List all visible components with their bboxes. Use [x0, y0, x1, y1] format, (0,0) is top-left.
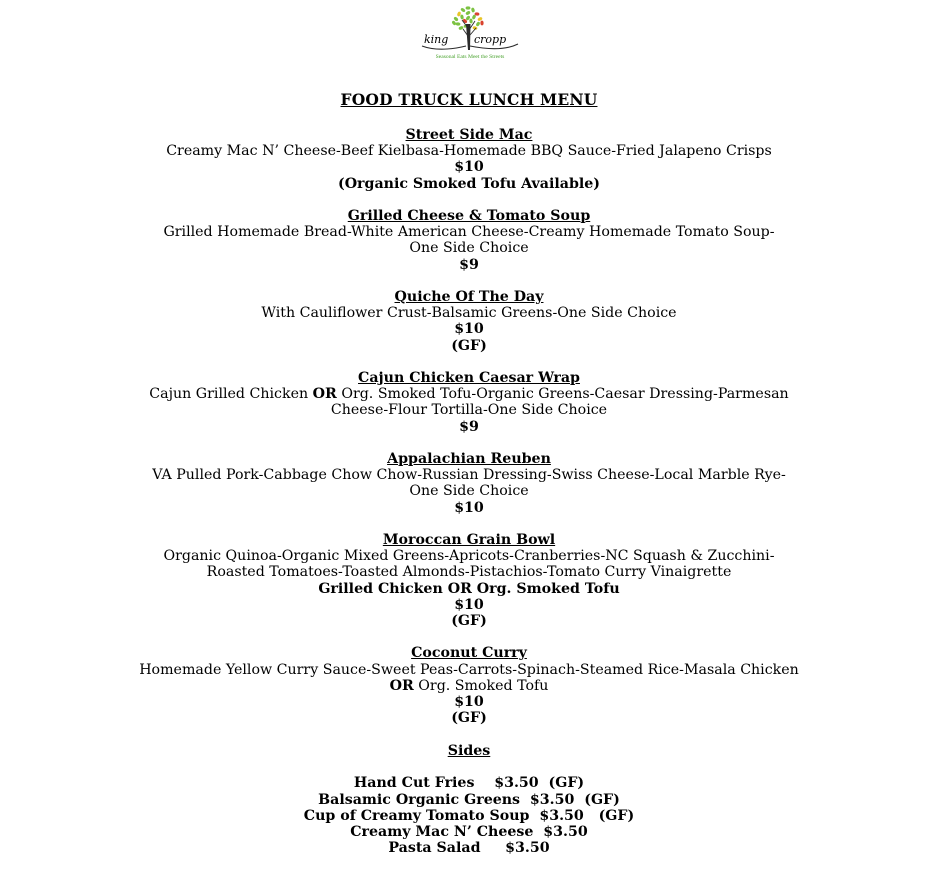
item-name: Grilled Cheese & Tomato Soup — [347, 208, 591, 224]
sides-section — [0, 743, 938, 856]
item-description-part: Org. Smoked Tofu — [418, 677, 549, 694]
item-description-part: Cajun Grilled Chicken — [149, 386, 309, 403]
item-name: Appalachian Reuben — [387, 451, 551, 467]
menu-item — [0, 127, 938, 192]
leaf-icon — [460, 14, 464, 19]
item-description: Creamy Mac N’ Cheese-Beef Kielbasa-Homemade BBQ Sauce-Fried Jalapeno Crisps — [166, 143, 772, 160]
item-note: (GF) — [451, 710, 487, 727]
item-name: Moroccan Grain Bowl — [382, 532, 556, 548]
menu-item — [0, 532, 938, 629]
leaf-icon — [475, 21, 480, 27]
sides-heading: Sides — [447, 743, 491, 759]
side-item: Cup of Creamy Tomato Soup $3.50 (GF) — [303, 807, 635, 824]
item-name: Street Side Mac — [405, 127, 533, 143]
item-name: Cajun Chicken Caesar Wrap — [358, 370, 580, 386]
leaf-icon — [451, 20, 456, 26]
item-description-part: Homemade Yellow Curry Sauce-Sweet Peas-Carrots-Spinach-Steamed Rice-Masala Chicken — [139, 661, 799, 678]
item-description — [149, 386, 789, 418]
leaf-icon — [466, 6, 471, 9]
side-item: Balsamic Organic Greens $3.50 (GF) — [318, 791, 620, 808]
leaf-icon — [453, 16, 459, 22]
menu-item — [0, 370, 938, 435]
logo-wordmark-right: cropp — [474, 33, 507, 46]
leaf-icon — [469, 18, 473, 23]
leaf-icon — [480, 21, 483, 26]
menu-item — [0, 208, 938, 273]
item-note: (GF) — [451, 337, 487, 354]
item-name: Quiche Of The Day — [394, 289, 544, 305]
item-note: (GF) — [451, 613, 487, 630]
king-cropp-logo — [418, 2, 522, 64]
item-name: Coconut Curry — [411, 645, 527, 662]
item-or: OR — [389, 677, 414, 694]
item-description: Grilled Homemade Bread-White American Cheese-Creamy Homemade Tomato Soup-One Side Choice — [163, 224, 775, 257]
leaf-icon — [471, 7, 475, 12]
side-item: Hand Cut Fries $3.50 (GF) — [353, 775, 585, 792]
leaf-icon — [465, 10, 471, 15]
menu-items — [0, 127, 938, 743]
menu-item — [0, 289, 938, 354]
item-price: $10 — [454, 596, 484, 613]
logo-wordmark-left: king — [424, 33, 449, 46]
item-description — [139, 662, 799, 694]
item-price: $9 — [459, 418, 479, 435]
item-price: $10 — [454, 321, 484, 338]
item-or: OR — [312, 386, 337, 403]
item-price: $9 — [459, 256, 479, 273]
leaf-icon — [460, 7, 466, 12]
item-price: $10 — [454, 159, 484, 176]
item-price: $10 — [454, 694, 484, 711]
item-description: With Cauliflower Crust-Balsamic Greens-One Side Choice — [261, 305, 677, 322]
item-option: Grilled Chicken OR Org. Smoked Tofu — [318, 580, 620, 597]
menu-item — [0, 645, 938, 726]
page-title: FOOD TRUCK LUNCH MENU — [340, 90, 598, 109]
logo-tagline: Seasonal Eats Meet the Streets — [435, 54, 505, 60]
side-item: Creamy Mac N’ Cheese $3.50 — [350, 824, 588, 840]
side-item: Pasta Salad $3.50 — [388, 840, 550, 857]
item-description: Organic Quinoa-Organic Mixed Greens-Apricots-Cranberries-NC Squash & Zucchini-Roasted Tomatoes-Toasted Almonds-Pistachios-Tomato Curry Vinaigrette — [163, 548, 775, 581]
item-price: $10 — [454, 499, 484, 516]
leaf-icon — [455, 22, 460, 26]
item-description: VA Pulled Pork-Cabbage Chow Chow-Russian Dressing-Swiss Cheese-Local Marble Rye-One Side Choice — [152, 467, 786, 500]
menu-item — [0, 451, 938, 516]
item-note: (Organic Smoked Tofu Available) — [337, 175, 601, 192]
item-description-part: Org. Smoked Tofu-Organic Greens-Caesar Dressing-Parmesan Cheese-Flour Tortilla-One Side Choice — [330, 386, 789, 419]
